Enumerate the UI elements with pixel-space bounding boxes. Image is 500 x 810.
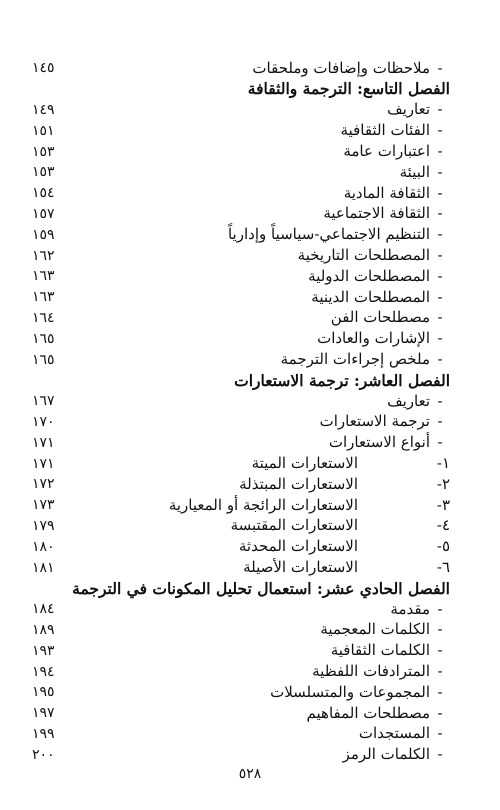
bullet-dash: - (437, 121, 443, 140)
entry-title: الاستعارات المحدثة (238, 537, 358, 556)
entry-title: المصطلحات الدولية (308, 266, 430, 285)
entry-title: الاستعارات الأصيلة (243, 558, 358, 577)
entry-number: ٦- (436, 558, 450, 577)
toc-entry (32, 183, 450, 204)
toc-entry (32, 536, 450, 557)
page-ref: ١٩٣ (32, 642, 55, 659)
entry-title: الفئات الثقافية (340, 121, 430, 140)
toc-entry (32, 495, 450, 516)
toc-entry (32, 432, 450, 453)
bullet-dash: - (437, 287, 443, 306)
toc-entry (32, 308, 450, 329)
bullet-dash: - (437, 225, 443, 244)
entry-number: ٥- (436, 537, 450, 556)
toc-entry (32, 599, 450, 620)
entry-title: الإشارات والعادات (317, 329, 430, 348)
bullet-dash: - (437, 350, 443, 369)
entry-title: المصطلحات التاريخية (297, 246, 430, 265)
entry-title: الكلمات الرمز (342, 745, 430, 764)
table-of-contents (32, 58, 450, 765)
toc-entry (32, 100, 450, 121)
bullet-dash: - (437, 662, 443, 680)
page-ref: ١٩٧ (32, 705, 55, 722)
entry-title: مقدمة (390, 599, 430, 618)
toc-entry (32, 328, 450, 349)
toc-entry (32, 245, 450, 266)
page-ref: ١٨٤ (32, 601, 55, 618)
bullet-dash: - (437, 412, 443, 431)
entry-title: تعاريف (387, 391, 430, 410)
page-ref: ١٥١ (32, 122, 55, 139)
bullet-dash: - (437, 433, 443, 452)
toc-entry (32, 724, 450, 745)
bullet-dash: - (437, 391, 443, 410)
chapter-heading (32, 370, 450, 391)
bullet-dash: - (437, 266, 443, 285)
page-ref: ١٦٥ (32, 351, 55, 368)
page-ref: ١٨٠ (32, 538, 55, 555)
entry-number: ٢- (436, 474, 450, 493)
entry-title: البيئة (399, 162, 430, 181)
entry-title: مصطلحات الفن (330, 308, 430, 327)
entry-title: الثقافة الاجتماعية (323, 204, 430, 223)
bullet-dash: - (437, 308, 443, 327)
entry-title: التنظيم الاجتماعي-سياسياً وإدارياً (227, 225, 430, 244)
page-ref: ١٦٢ (32, 247, 55, 264)
toc-entry (32, 453, 450, 474)
bullet-dash: - (437, 246, 443, 265)
page-ref: ١٧١ (32, 434, 55, 451)
toc-entry (32, 412, 450, 433)
page-ref: ١٥٤ (32, 185, 55, 202)
toc-entry (32, 682, 450, 703)
toc-entry (32, 391, 450, 412)
toc-entry (32, 557, 450, 578)
page-ref: ١٧٣ (32, 497, 55, 514)
bullet-dash: - (437, 204, 443, 223)
bullet-dash: - (437, 599, 443, 618)
page-ref: ١٧٢ (32, 476, 55, 493)
page-number: ٥٢٨ (238, 766, 262, 782)
entry-title: المترادفات اللفظية (312, 662, 430, 680)
toc-entry (32, 141, 450, 162)
bullet-dash: - (437, 620, 443, 639)
toc-entry (32, 516, 450, 537)
bullet-dash: - (437, 162, 443, 181)
toc-entry (32, 349, 450, 370)
entry-title: المستجدات (358, 724, 430, 743)
page-ref: ١٨٩ (32, 621, 55, 638)
entry-number: ١- (436, 454, 450, 473)
page-ref: ١٧٠ (32, 413, 55, 430)
entry-title: تعاريف (387, 100, 430, 119)
page-ref: ١٥٩ (32, 226, 55, 243)
chapter-title: الفصل التاسع: الترجمة والثقافة (247, 79, 450, 99)
bullet-dash: - (437, 58, 443, 77)
toc-entry (32, 620, 450, 641)
bullet-dash: - (437, 703, 443, 722)
toc-entry (32, 204, 450, 225)
entry-title: أنواع الاستعارات (328, 433, 430, 452)
entry-title: الاستعارات المبتذلة (239, 474, 358, 493)
entry-title: الاستعارات المقتبسة (230, 516, 358, 535)
chapter-title: الفصل الحادي عشر: استعمال تحليل المكونات في الترجمة (72, 578, 450, 598)
toc-entry (32, 474, 450, 495)
toc-entry (32, 287, 450, 308)
page-ref: ١٩٥ (32, 684, 55, 701)
bullet-dash: - (437, 682, 443, 701)
entry-title: مصطلحات المفاهيم (306, 703, 430, 722)
page-ref: ١٥٧ (32, 205, 55, 222)
toc-entry (32, 120, 450, 141)
page-ref: ١٩٩ (32, 725, 55, 742)
toc-entry (32, 224, 450, 245)
page-ref: ١٧١ (32, 455, 55, 472)
bullet-dash: - (437, 142, 443, 161)
entry-number: ٣- (436, 495, 450, 514)
entry-title: ملخص إجراءات الترجمة (280, 350, 430, 369)
bullet-dash: - (437, 183, 443, 202)
page-ref: ١٤٥ (32, 60, 55, 77)
page-ref: ١٦٤ (32, 309, 55, 326)
entry-title: الثقافة المادية (343, 183, 430, 202)
bullet-dash: - (437, 329, 443, 348)
page-ref: ١٨١ (32, 559, 55, 576)
entry-title: الكلمات المعجمية (320, 620, 430, 639)
bullet-dash: - (437, 641, 443, 660)
entry-title: الاستعارات الميتة (251, 454, 358, 473)
entry-title: المجموعات والمتسلسلات (270, 682, 430, 701)
page-ref: ١٧٩ (32, 517, 55, 534)
entry-title: ترجمة الاستعارات (319, 412, 430, 431)
page-ref: ١٥٣ (32, 143, 55, 160)
page-ref: ١٦٣ (32, 268, 55, 285)
entry-title: المصطلحات الدينية (311, 287, 430, 306)
page-ref: ١٦٧ (32, 393, 55, 410)
bullet-dash: - (437, 724, 443, 743)
toc-entry (32, 58, 450, 79)
toc-entry (32, 640, 450, 661)
entry-title: الكلمات الثقافية (330, 641, 430, 660)
chapter-heading (32, 578, 450, 599)
toc-entry (32, 162, 450, 183)
bullet-dash: - (437, 100, 443, 119)
entry-title: اعتبارات عامة (343, 142, 430, 161)
page-ref: ٢٠٠ (32, 746, 55, 763)
toc-entry (32, 744, 450, 765)
bullet-dash: - (437, 745, 443, 764)
chapter-heading (32, 79, 450, 100)
toc-entry (32, 703, 450, 724)
toc-entry (32, 266, 450, 287)
toc-entry (32, 661, 450, 682)
entry-title: الاستعارات الرائجة أو المعيارية (168, 495, 358, 514)
entry-number: ٤- (436, 516, 450, 535)
page-ref: ١٥٣ (32, 164, 55, 181)
entry-title: ملاحظات وإضافات وملحقات (252, 58, 430, 77)
page-ref: ١٦٥ (32, 330, 55, 347)
chapter-title: الفصل العاشر: ترجمة الاستعارات (234, 370, 450, 390)
page-ref: ١٩٤ (32, 663, 55, 680)
page-ref: ١٤٩ (32, 101, 55, 118)
page-ref: ١٦٣ (32, 289, 55, 306)
